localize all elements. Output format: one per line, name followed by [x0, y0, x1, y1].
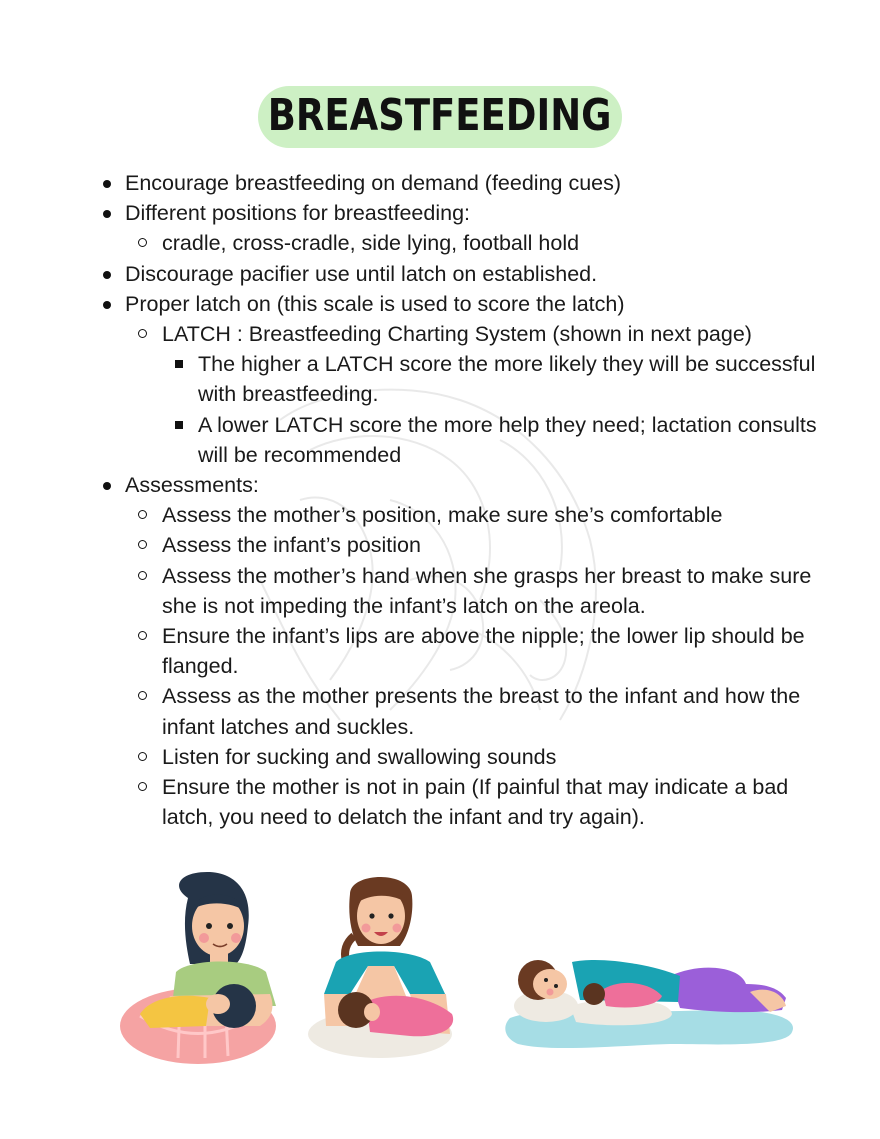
list-item: LATCH : Breastfeeding Charting System (shown in next page): [100, 319, 820, 349]
list-item: Different positions for breastfeeding:: [100, 198, 820, 228]
title-banner: [0, 86, 880, 148]
list-item: Ensure the infant’s lips are above the nipple; the lower lip should be flanged.: [100, 621, 820, 681]
hollow-bullet-icon: [138, 571, 147, 580]
list-item: Discourage pacifier use until latch on established.: [100, 259, 820, 289]
list-item: The higher a LATCH score the more likely they will be successful with breastfeeding.: [100, 349, 820, 409]
hollow-bullet-icon: [138, 691, 147, 700]
breastfeeding-positions-illustrations: [110, 866, 810, 1076]
list-item: Assessments:: [100, 470, 820, 500]
list-item: Listen for sucking and swallowing sounds: [100, 742, 820, 772]
hollow-bullet-icon: [138, 238, 147, 247]
hollow-bullet-icon: [138, 631, 147, 640]
hollow-bullet-icon: [138, 510, 147, 519]
list-item: Assess the mother’s position, make sure she’s comfortable: [100, 500, 820, 530]
list-item: Ensure the mother is not in pain (If painful that may indicate a bad latch, you need to delatch the infant and try again).: [100, 772, 820, 832]
square-bullet-icon: [175, 421, 183, 429]
content-list: [100, 168, 820, 832]
hollow-bullet-icon: [138, 752, 147, 761]
square-bullet-icon: [175, 360, 183, 368]
bullet-icon: [103, 271, 111, 279]
football-hold-illustration: [120, 872, 276, 1064]
list-item: A lower LATCH score the more help they need; lactation consults will be recommended: [100, 410, 820, 470]
list-item: Assess the infant’s position: [100, 530, 820, 560]
cradle-hold-illustration: [308, 877, 453, 1058]
list-item: Encourage breastfeeding on demand (feeding cues): [100, 168, 820, 198]
hollow-bullet-icon: [138, 540, 147, 549]
list-item: Assess as the mother presents the breast to the infant and how the infant latches and suckles.: [100, 681, 820, 741]
hollow-bullet-icon: [138, 329, 147, 338]
bullet-icon: [103, 180, 111, 188]
list-item: Proper latch on (this scale is used to score the latch): [100, 289, 820, 319]
hollow-bullet-icon: [138, 782, 147, 791]
bullet-icon: [103, 210, 111, 218]
bullet-icon: [103, 301, 111, 309]
bullet-icon: [103, 482, 111, 490]
side-lying-illustration: [505, 960, 793, 1048]
list-item: cradle, cross-cradle, side lying, football hold: [100, 228, 820, 258]
page-title: BREASTFEEDING: [268, 90, 612, 141]
list-item: Assess the mother’s hand when she grasps her breast to make sure she is not impeding the infant’s latch on the areola.: [100, 561, 820, 621]
title-pill: [258, 86, 622, 148]
